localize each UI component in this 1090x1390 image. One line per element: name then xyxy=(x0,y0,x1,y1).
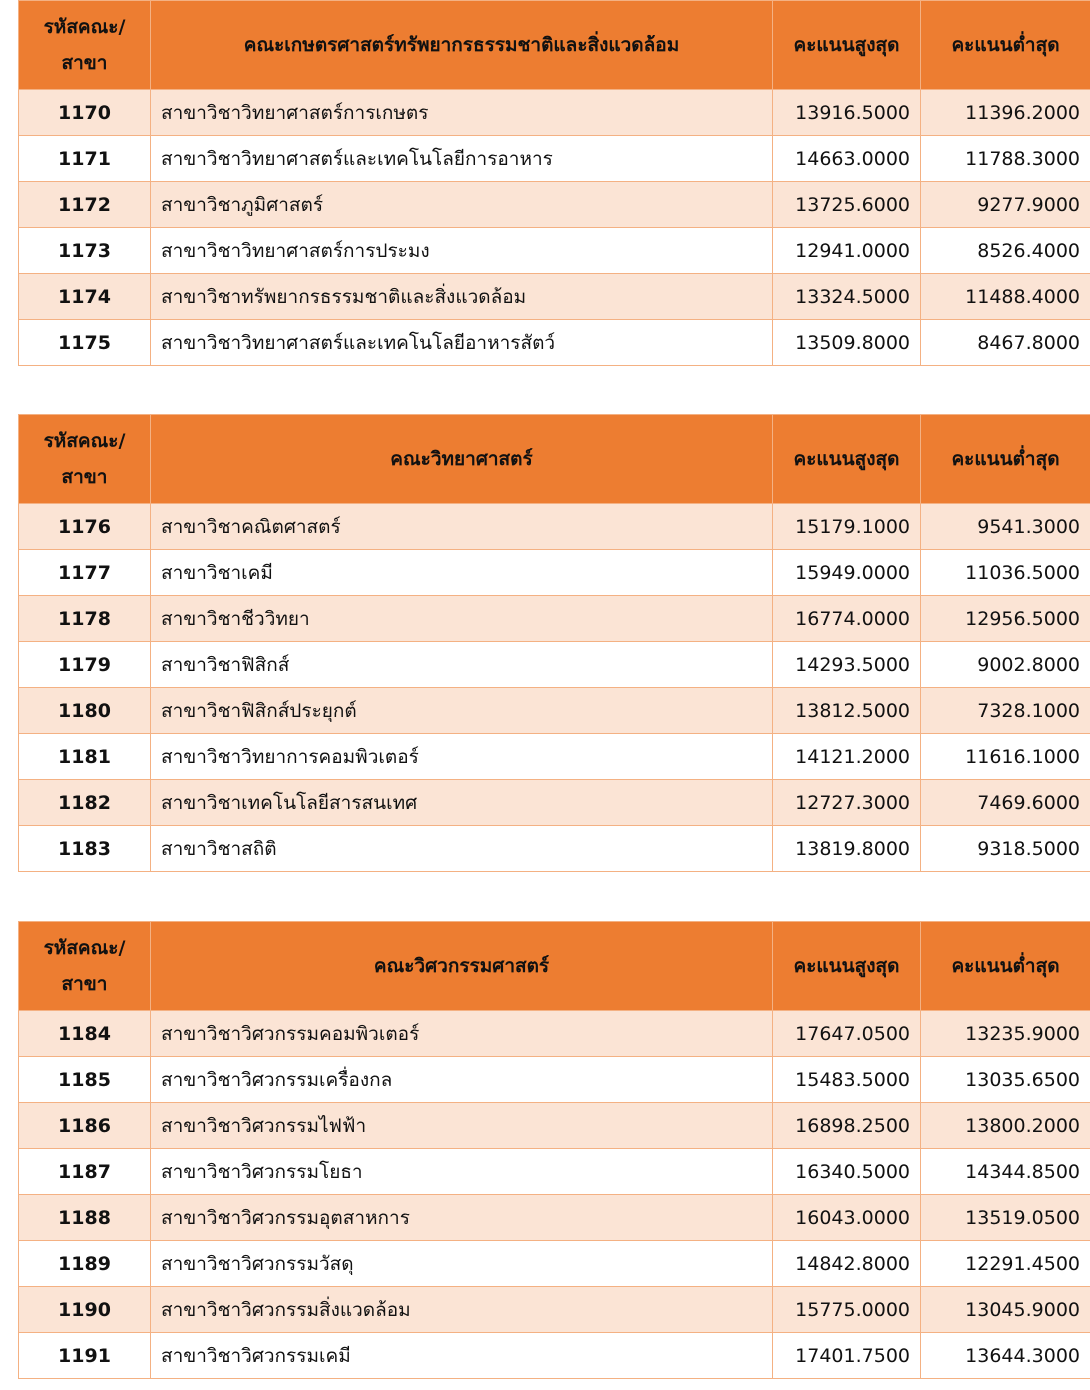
row-major-name: สาขาวิชาวิทยาศาสตร์และเทคโนโลยีการอาหาร xyxy=(151,136,773,182)
row-max-score: 13916.5000 xyxy=(773,90,921,136)
header-max-score: คะแนนสูงสุด xyxy=(773,922,921,1011)
table-row xyxy=(19,734,1090,780)
row-major-name: สาขาวิชาวิทยาการคอมพิวเตอร์ xyxy=(151,734,773,780)
table-row xyxy=(19,1241,1090,1287)
header-faculty-name: คณะเกษตรศาสตร์ทรัพยากรธรรมชาติและสิ่งแวดล้อม xyxy=(151,1,773,90)
table-header-row xyxy=(19,1,1090,90)
row-min-score: 7328.1000 xyxy=(921,688,1090,734)
row-min-score: 12291.4500 xyxy=(921,1241,1090,1287)
row-major-name: สาขาวิชาสถิติ xyxy=(151,826,773,872)
row-major-name: สาขาวิชาเทคโนโลยีสารสนเทศ xyxy=(151,780,773,826)
header-faculty-name: คณะวิทยาศาสตร์ xyxy=(151,415,773,504)
row-max-score: 17401.7500 xyxy=(773,1333,921,1379)
row-code: 1173 xyxy=(19,228,151,274)
row-code: 1172 xyxy=(19,182,151,228)
row-major-name: สาขาวิชาคณิตศาสตร์ xyxy=(151,504,773,550)
row-min-score: 13035.6500 xyxy=(921,1057,1090,1103)
row-max-score: 16774.0000 xyxy=(773,596,921,642)
header-code xyxy=(19,1,151,90)
row-max-score: 15949.0000 xyxy=(773,550,921,596)
row-min-score: 9318.5000 xyxy=(921,826,1090,872)
row-code: 1182 xyxy=(19,780,151,826)
row-min-score: 8467.8000 xyxy=(921,320,1090,366)
row-code: 1174 xyxy=(19,274,151,320)
row-major-name: สาขาวิชาวิศวกรรมเครื่องกล xyxy=(151,1057,773,1103)
row-min-score: 13045.9000 xyxy=(921,1287,1090,1333)
row-code: 1170 xyxy=(19,90,151,136)
header-min-score: คะแนนต่ำสุด xyxy=(921,922,1090,1011)
row-code: 1191 xyxy=(19,1333,151,1379)
table-row xyxy=(19,642,1090,688)
row-code: 1188 xyxy=(19,1195,151,1241)
row-min-score: 9541.3000 xyxy=(921,504,1090,550)
row-major-name: สาขาวิชาภูมิศาสตร์ xyxy=(151,182,773,228)
row-max-score: 13819.8000 xyxy=(773,826,921,872)
row-max-score: 14293.5000 xyxy=(773,642,921,688)
table-header-row xyxy=(19,415,1090,504)
header-code-line1: รหัสคณะ/ xyxy=(43,937,126,959)
table-row xyxy=(19,1057,1090,1103)
row-max-score: 14663.0000 xyxy=(773,136,921,182)
row-code: 1178 xyxy=(19,596,151,642)
table-row xyxy=(19,1011,1090,1057)
row-major-name: สาขาวิชาวิศวกรรมคอมพิวเตอร์ xyxy=(151,1011,773,1057)
row-code: 1183 xyxy=(19,826,151,872)
row-min-score: 14344.8500 xyxy=(921,1149,1090,1195)
row-major-name: สาขาวิชาเคมี xyxy=(151,550,773,596)
row-min-score: 11488.4000 xyxy=(921,274,1090,320)
header-code-line1: รหัสคณะ/ xyxy=(43,16,126,38)
row-major-name: สาขาวิชาวิศวกรรมวัสดุ xyxy=(151,1241,773,1287)
row-code: 1190 xyxy=(19,1287,151,1333)
header-max-score: คะแนนสูงสุด xyxy=(773,415,921,504)
header-min-score: คะแนนต่ำสุด xyxy=(921,415,1090,504)
row-max-score: 13725.6000 xyxy=(773,182,921,228)
table-row xyxy=(19,274,1090,320)
row-code: 1180 xyxy=(19,688,151,734)
row-major-name: สาขาวิชาทรัพยากรธรรมชาติและสิ่งแวดล้อม xyxy=(151,274,773,320)
table-row xyxy=(19,1195,1090,1241)
row-max-score: 13509.8000 xyxy=(773,320,921,366)
row-max-score: 16043.0000 xyxy=(773,1195,921,1241)
header-code-line1: รหัสคณะ/ xyxy=(43,430,126,452)
table-row xyxy=(19,320,1090,366)
row-max-score: 16898.2500 xyxy=(773,1103,921,1149)
table-row xyxy=(19,780,1090,826)
faculty-table-science xyxy=(18,414,1090,872)
row-major-name: สาขาวิชาวิทยาศาสตร์การเกษตร xyxy=(151,90,773,136)
row-code: 1176 xyxy=(19,504,151,550)
row-min-score: 13235.9000 xyxy=(921,1011,1090,1057)
row-code: 1171 xyxy=(19,136,151,182)
row-max-score: 13324.5000 xyxy=(773,274,921,320)
table-row xyxy=(19,826,1090,872)
table-row xyxy=(19,136,1090,182)
row-min-score: 9277.9000 xyxy=(921,182,1090,228)
table-header-row xyxy=(19,922,1090,1011)
row-major-name: สาขาวิชาวิทยาศาสตร์การประมง xyxy=(151,228,773,274)
row-major-name: สาขาวิชาวิศวกรรมอุตสาหการ xyxy=(151,1195,773,1241)
row-major-name: สาขาวิชาวิศวกรรมเคมี xyxy=(151,1333,773,1379)
row-max-score: 14842.8000 xyxy=(773,1241,921,1287)
header-code xyxy=(19,922,151,1011)
row-max-score: 17647.0500 xyxy=(773,1011,921,1057)
table-row xyxy=(19,1149,1090,1195)
row-max-score: 12941.0000 xyxy=(773,228,921,274)
row-major-name: สาขาวิชาวิศวกรรมโยธา xyxy=(151,1149,773,1195)
row-min-score: 13800.2000 xyxy=(921,1103,1090,1149)
row-min-score: 13644.3000 xyxy=(921,1333,1090,1379)
row-major-name: สาขาวิชาฟิสิกส์ xyxy=(151,642,773,688)
row-max-score: 15775.0000 xyxy=(773,1287,921,1333)
table-row xyxy=(19,90,1090,136)
row-code: 1177 xyxy=(19,550,151,596)
header-min-score: คะแนนต่ำสุด xyxy=(921,1,1090,90)
table-row xyxy=(19,182,1090,228)
row-max-score: 15179.1000 xyxy=(773,504,921,550)
row-code: 1185 xyxy=(19,1057,151,1103)
row-min-score: 13519.0500 xyxy=(921,1195,1090,1241)
table-row xyxy=(19,1287,1090,1333)
header-code-line2: สาขา xyxy=(61,52,108,74)
row-major-name: สาขาวิชาวิทยาศาสตร์และเทคโนโลยีอาหารสัตว์ xyxy=(151,320,773,366)
row-min-score: 9002.8000 xyxy=(921,642,1090,688)
header-code-line2: สาขา xyxy=(61,973,108,995)
faculty-table-agriculture xyxy=(18,0,1090,366)
row-major-name: สาขาวิชาวิศวกรรมสิ่งแวดล้อม xyxy=(151,1287,773,1333)
row-code: 1184 xyxy=(19,1011,151,1057)
header-max-score: คะแนนสูงสุด xyxy=(773,1,921,90)
row-max-score: 12727.3000 xyxy=(773,780,921,826)
row-code: 1189 xyxy=(19,1241,151,1287)
row-code: 1181 xyxy=(19,734,151,780)
row-min-score: 11036.5000 xyxy=(921,550,1090,596)
table-row xyxy=(19,228,1090,274)
row-min-score: 7469.6000 xyxy=(921,780,1090,826)
header-code xyxy=(19,415,151,504)
row-min-score: 8526.4000 xyxy=(921,228,1090,274)
table-body xyxy=(19,90,1090,366)
row-code: 1186 xyxy=(19,1103,151,1149)
table-body xyxy=(19,1011,1090,1379)
table-row xyxy=(19,504,1090,550)
row-max-score: 13812.5000 xyxy=(773,688,921,734)
row-min-score: 12956.5000 xyxy=(921,596,1090,642)
header-faculty-name: คณะวิศวกรรมศาสตร์ xyxy=(151,922,773,1011)
row-code: 1187 xyxy=(19,1149,151,1195)
table-body xyxy=(19,504,1090,872)
row-min-score: 11396.2000 xyxy=(921,90,1090,136)
row-max-score: 16340.5000 xyxy=(773,1149,921,1195)
header-code-line2: สาขา xyxy=(61,466,108,488)
table-row xyxy=(19,1103,1090,1149)
row-major-name: สาขาวิชาชีววิทยา xyxy=(151,596,773,642)
row-max-score: 14121.2000 xyxy=(773,734,921,780)
row-max-score: 15483.5000 xyxy=(773,1057,921,1103)
row-min-score: 11616.1000 xyxy=(921,734,1090,780)
row-code: 1175 xyxy=(19,320,151,366)
table-row xyxy=(19,1333,1090,1379)
table-row xyxy=(19,596,1090,642)
row-min-score: 11788.3000 xyxy=(921,136,1090,182)
row-code: 1179 xyxy=(19,642,151,688)
faculty-table-engineering xyxy=(18,921,1090,1379)
row-major-name: สาขาวิชาวิศวกรรมไฟฟ้า xyxy=(151,1103,773,1149)
table-row xyxy=(19,550,1090,596)
row-major-name: สาขาวิชาฟิสิกส์ประยุกต์ xyxy=(151,688,773,734)
table-row xyxy=(19,688,1090,734)
